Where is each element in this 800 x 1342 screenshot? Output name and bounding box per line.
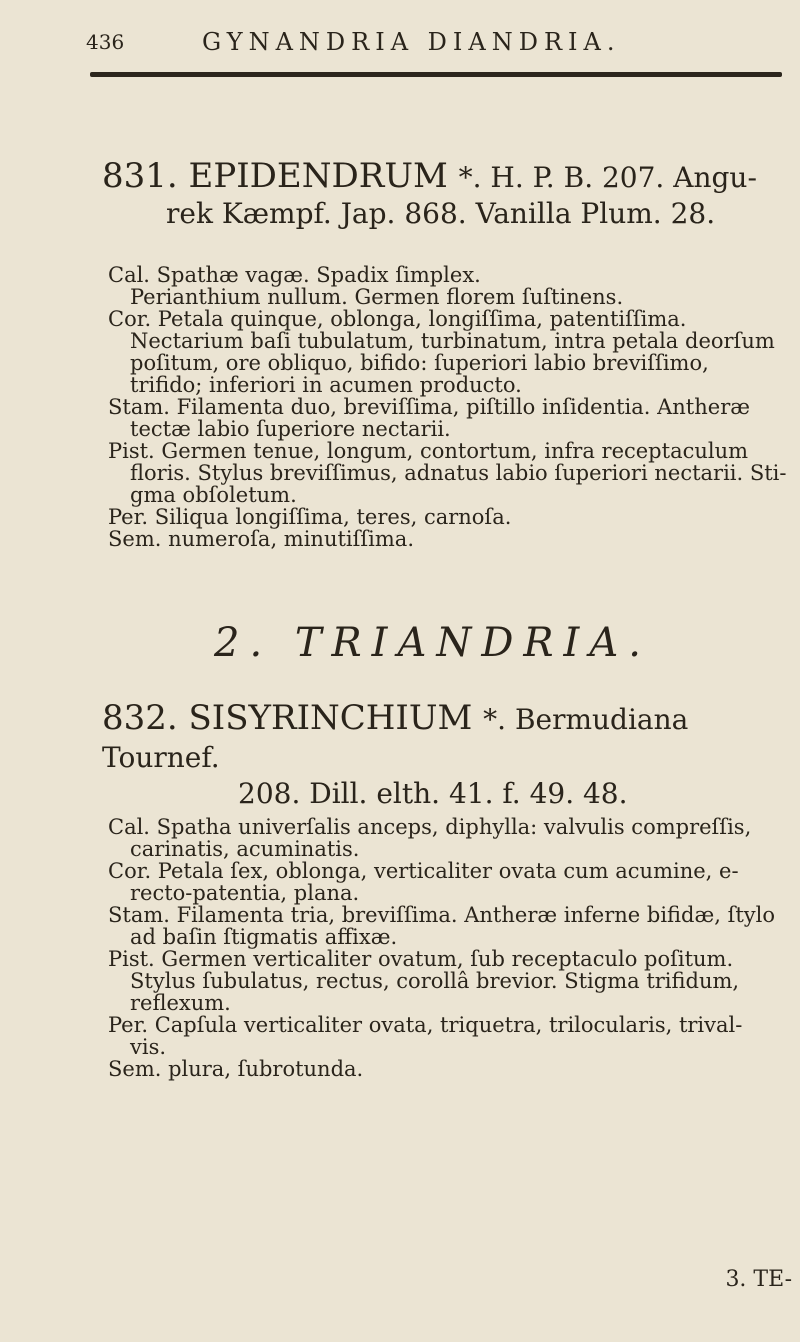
- genus-name: EPIDENDRUM: [188, 156, 448, 196]
- desc-line: trifido; inferiori in acumen producto.: [130, 373, 522, 397]
- desc-line: poſitum, ore obliquo, bifido: ſuperiori labio breviſſimo,: [130, 351, 709, 375]
- page-header: [86, 26, 786, 66]
- entry-reference-cont: 208. Dill. elth. 41. f. 49. 48.: [238, 777, 628, 810]
- section-heading: 2. TRIANDRIA.: [214, 620, 651, 666]
- desc-line: gma obſoletum.: [130, 483, 297, 507]
- entry-reference: *. Bermudiana Tournef.: [102, 703, 689, 774]
- catchword: 3. TE-: [725, 1267, 792, 1292]
- desc-line: Per. Capſula verticaliter ovata, triquetra, trilocularis, trival-: [108, 1013, 743, 1037]
- entry-832-title: [102, 700, 792, 812]
- entry-reference: *. H. P. B. 207. Angu-: [458, 161, 757, 194]
- desc-line: Stylus ſubulatus, rectus, corollâ brevior. Stigma trifidum,: [130, 969, 740, 993]
- entry-831-title: [102, 158, 792, 232]
- desc-line: Per. Siliqua longiſſima, teres, carnoſa.: [108, 505, 512, 529]
- entry-831-description: [108, 264, 792, 550]
- entry-number: 832.: [102, 698, 178, 738]
- desc-line: Cal. Spatha univerſalis anceps, diphylla: valvulis compreſſis,: [108, 815, 752, 839]
- desc-line: Sem. plura, ſubrotunda.: [108, 1057, 364, 1081]
- desc-line: Pist. Germen tenue, longum, contortum, infra receptaculum: [108, 439, 749, 463]
- desc-line: Cal. Spathæ vagæ. Spadix ſimplex.: [108, 263, 481, 287]
- entry-reference-cont: rek Kæmpf. Jap. 868. Vanilla Plum. 28.: [166, 197, 716, 230]
- desc-line: Nectarium baſi tubulatum, turbinatum, intra petala deorſum: [130, 329, 775, 353]
- entry-832-description: [108, 816, 792, 1080]
- desc-line: Pist. Germen verticaliter ovatum, ſub receptaculo poſitum.: [108, 947, 734, 971]
- desc-line: floris. Stylus breviſſimus, adnatus labio ſuperiori nectarii. Sti-: [130, 461, 787, 485]
- page-number: 436: [86, 30, 125, 54]
- desc-line: ad baſin ſtigmatis affixæ.: [130, 925, 398, 949]
- desc-line: Stam. Filamenta duo, breviſſima, piſtillo inſidentia. Antheræ: [108, 395, 750, 419]
- desc-line: Perianthium nullum. Germen florem ſuſtinens.: [130, 285, 624, 309]
- desc-line: Cor. Petala quinque, oblonga, longiſſima, patentiſſima.: [108, 307, 687, 331]
- desc-line: recto-patentia, plana.: [130, 881, 360, 905]
- entry-number: 831.: [102, 156, 178, 196]
- desc-line: tectæ labio ſuperiore nectarii.: [130, 417, 451, 441]
- desc-line: Stam. Filamenta tria, breviſſima. Antheræ inferne bifidæ, ſtylo: [108, 903, 776, 927]
- header-rule: [90, 72, 782, 77]
- desc-line: Sem. numeroſa, minutiſſima.: [108, 527, 414, 551]
- desc-line: reflexum.: [130, 991, 231, 1015]
- desc-line: Cor. Petala ſex, oblonga, verticaliter ovata cum acumine, e-: [108, 859, 739, 883]
- genus-name: SISYRINCHIUM: [188, 698, 473, 738]
- desc-line: carinatis, acuminatis.: [130, 837, 360, 861]
- desc-line: vis.: [130, 1035, 167, 1059]
- running-head: GYNANDRIA DIANDRIA.: [202, 28, 621, 56]
